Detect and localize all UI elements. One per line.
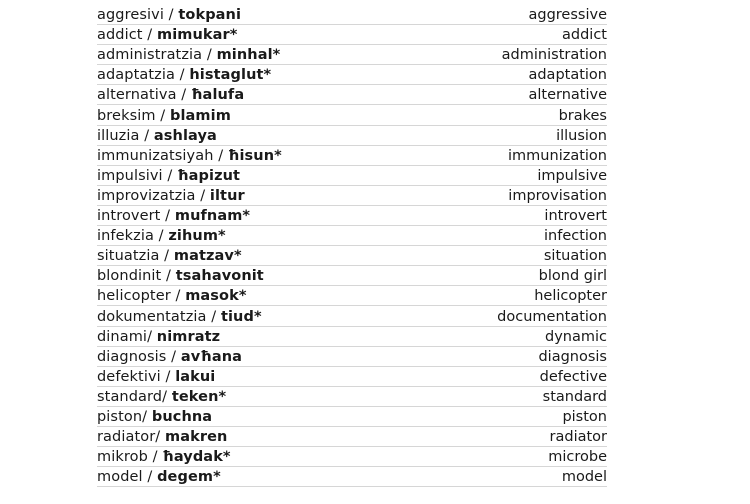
table-row	[97, 105, 607, 125]
separator: /	[142, 408, 152, 425]
separator: /	[202, 47, 217, 64]
hebrew-term: ħalufa	[191, 87, 245, 104]
separator: /	[162, 388, 172, 405]
separator: /	[160, 368, 176, 385]
english-translation: standard	[542, 388, 607, 405]
table-row	[97, 347, 607, 367]
hebrew-term: ħapizut	[177, 167, 241, 184]
loanword-term: radiator	[97, 429, 156, 446]
separator: /	[155, 429, 165, 446]
separator: /	[160, 208, 175, 225]
english-translation: adaptation	[528, 67, 607, 84]
separator: /	[206, 308, 221, 325]
english-translation: blond girl	[538, 268, 607, 285]
english-translation: model	[561, 469, 607, 486]
english-translation: defective	[539, 368, 607, 385]
loanword-cell	[97, 328, 220, 346]
english-translation: radiator	[549, 429, 607, 446]
english-translation: diagnosis	[538, 348, 607, 365]
table-row	[97, 327, 607, 347]
loanword-cell	[97, 187, 245, 205]
hebrew-term: matzav*	[173, 248, 242, 265]
separator: /	[153, 228, 169, 245]
separator: /	[155, 107, 170, 124]
loanword-cell	[97, 408, 212, 426]
hebrew-term: nimratz	[156, 328, 221, 345]
english-translation: improvisation	[508, 187, 607, 204]
loanword-cell	[97, 167, 240, 185]
hebrew-term: histaglut*	[189, 67, 272, 84]
loanword-term: defektivi	[97, 368, 161, 385]
loanword-cell	[97, 247, 242, 265]
table-row	[97, 166, 607, 186]
hebrew-term: tiud*	[220, 308, 262, 325]
separator: /	[139, 127, 154, 144]
hebrew-term: zihum*	[168, 228, 226, 245]
table-row	[97, 407, 607, 427]
separator: /	[142, 469, 158, 486]
separator: /	[176, 87, 191, 104]
loanword-cell	[97, 66, 271, 84]
loanword-term: improvizatzia	[97, 187, 196, 204]
table-row	[97, 467, 607, 487]
english-translation: piston	[562, 408, 607, 425]
separator: /	[163, 7, 179, 24]
hebrew-term: ashlaya	[153, 127, 217, 144]
loanword-term: aggresivi	[97, 7, 164, 24]
table-row	[97, 427, 607, 447]
loanword-cell	[97, 6, 241, 24]
hebrew-term: tokpani	[178, 7, 242, 24]
hebrew-term: masok*	[185, 288, 247, 305]
loanword-term: addict	[97, 27, 143, 44]
loanword-cell	[97, 308, 262, 326]
hebrew-term: mimukar*	[157, 27, 238, 44]
separator: /	[159, 248, 174, 265]
hebrew-term: buchna	[151, 408, 213, 425]
english-translation: documentation	[497, 308, 607, 325]
hebrew-term: tsahavonit	[175, 268, 264, 285]
loanword-cell	[97, 207, 250, 225]
separator: /	[213, 147, 228, 164]
separator: /	[174, 67, 190, 84]
english-translation: introvert	[544, 208, 607, 225]
loanword-term: dokumentatzia	[97, 308, 207, 325]
table-row	[97, 447, 607, 467]
separator: /	[162, 167, 178, 184]
hebrew-term: teken*	[171, 388, 227, 405]
table-row	[97, 45, 607, 65]
loanword-term: model	[97, 469, 143, 486]
loanword-term: situatzia	[97, 248, 160, 265]
loanword-term: mikrob	[97, 449, 148, 466]
loanword-cell	[97, 86, 244, 104]
hebrew-term: minhal*	[216, 47, 281, 64]
hebrew-term: mufnam*	[174, 208, 251, 225]
hebrew-term: blamim	[169, 107, 231, 124]
loanword-term: breksim	[97, 107, 156, 124]
english-translation: alternative	[528, 87, 607, 104]
loanword-term: blondinit	[97, 268, 162, 285]
loanword-term: introvert	[97, 208, 161, 225]
separator: /	[142, 27, 157, 44]
english-translation: addict	[562, 27, 607, 44]
loanword-cell	[97, 227, 226, 245]
loanword-term: administratzia	[97, 47, 203, 64]
loanword-cell	[97, 26, 237, 44]
separator: /	[195, 187, 210, 204]
table-row	[97, 186, 607, 206]
english-translation: impulsive	[537, 167, 607, 184]
loanword-cell	[97, 368, 215, 386]
hebrew-term: iltur	[209, 187, 245, 204]
english-translation: situation	[543, 248, 607, 265]
separator: /	[166, 348, 181, 365]
loanword-cell	[97, 287, 247, 305]
hebrew-term: lakui	[175, 368, 216, 385]
loanword-term: standard	[97, 388, 163, 405]
loanword-cell	[97, 428, 227, 446]
table-row	[97, 85, 607, 105]
separator: /	[147, 328, 157, 345]
english-translation: aggressive	[528, 7, 607, 24]
table-row	[97, 367, 607, 387]
loanword-term: infekzia	[97, 228, 154, 245]
hebrew-term: ħisun*	[227, 147, 282, 164]
separator: /	[147, 449, 163, 466]
english-translation: infection	[544, 228, 607, 245]
separator: /	[170, 288, 186, 305]
loanword-cell	[97, 46, 280, 64]
english-translation: brakes	[558, 107, 607, 124]
english-translation: illusion	[556, 127, 607, 144]
loanword-term: dinami	[97, 328, 148, 345]
english-translation: dynamic	[545, 328, 607, 345]
table-row	[97, 206, 607, 226]
table-row	[97, 246, 607, 266]
loanword-cell	[97, 107, 231, 125]
loanword-term: helicopter	[97, 288, 171, 305]
loanword-term: piston	[97, 408, 143, 425]
loanword-term: diagnosis	[97, 348, 167, 365]
loanword-term: alternativa	[97, 87, 177, 104]
hebrew-term: degem*	[157, 469, 221, 486]
table-row	[97, 5, 607, 25]
loanword-cell	[97, 127, 217, 145]
table-row	[97, 126, 607, 146]
table-row	[97, 387, 607, 407]
table-row	[97, 286, 607, 306]
english-translation: immunization	[508, 147, 607, 164]
loanword-term: immunizatsiyah	[97, 147, 214, 164]
english-translation: microbe	[548, 449, 607, 466]
hebrew-term: ħaydak*	[162, 449, 231, 466]
loanword-cell	[97, 348, 242, 366]
loanword-cell	[97, 388, 226, 406]
table-row	[97, 146, 607, 166]
english-translation: helicopter	[534, 288, 607, 305]
loanword-cell	[97, 468, 221, 486]
separator: /	[161, 268, 176, 285]
table-row	[97, 25, 607, 45]
loanword-cell	[97, 448, 231, 466]
hebrew-term: makren	[165, 429, 228, 446]
table-row	[97, 65, 607, 85]
table-row	[97, 226, 607, 246]
loanword-term: illuzia	[97, 127, 140, 144]
loanword-term: adaptatzia	[97, 67, 175, 84]
loanword-cell	[97, 267, 264, 285]
loanword-cell	[97, 147, 282, 165]
table-row	[97, 266, 607, 286]
word-list-table	[97, 5, 607, 487]
loanword-term: impulsivi	[97, 167, 163, 184]
english-translation: administration	[501, 47, 607, 64]
table-row	[97, 306, 607, 326]
hebrew-term: avħana	[180, 348, 243, 365]
